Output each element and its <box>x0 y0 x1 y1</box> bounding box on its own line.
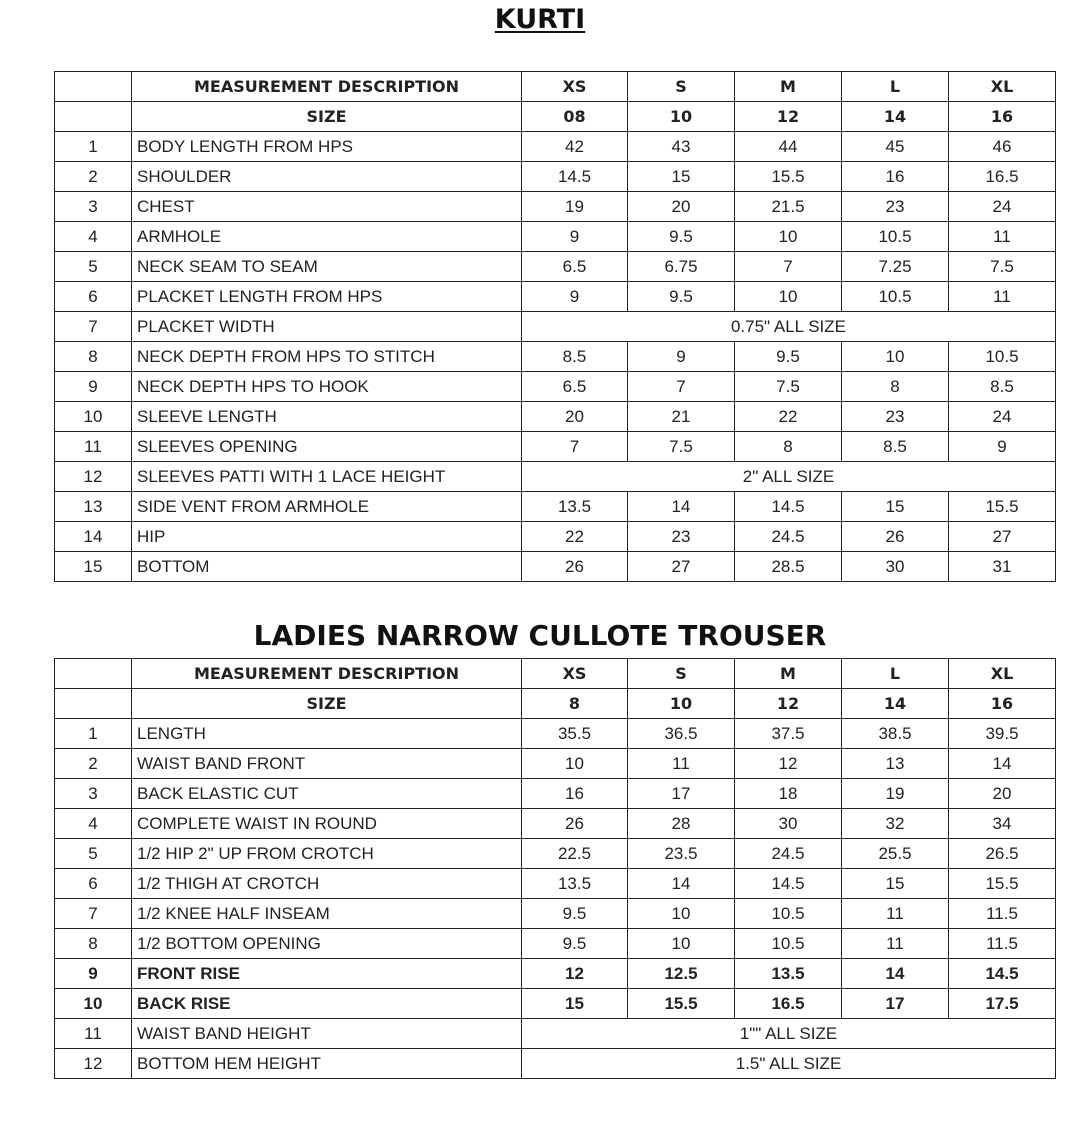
measurement-cell: 30 <box>735 809 842 839</box>
measurement-cell: 22 <box>522 522 628 552</box>
measurement-cell: 6.5 <box>522 372 628 402</box>
measurement-cell: 14 <box>628 492 735 522</box>
all-size-cell: 2" ALL SIZE <box>522 462 1056 492</box>
measurement-cell: 13.5 <box>735 959 842 989</box>
table-row <box>55 749 1056 779</box>
measurement-cell: 9.5 <box>522 929 628 959</box>
measurement-cell: 9.5 <box>522 899 628 929</box>
header-description-cell: MEASUREMENT DESCRIPTION <box>132 72 522 102</box>
kurti-title-text: KURTI <box>494 4 586 35</box>
header-size-cell: S <box>628 72 735 102</box>
table-row <box>55 192 1056 222</box>
measurement-cell: 19 <box>842 779 949 809</box>
measurement-cell: 7 <box>522 432 628 462</box>
header-size-cell: XS <box>522 72 628 102</box>
row-description-cell: SLEEVES OPENING <box>132 432 522 462</box>
measurement-cell: 10.5 <box>842 282 949 312</box>
row-number-cell: 5 <box>55 252 132 282</box>
table-row <box>55 779 1056 809</box>
table-row <box>55 1049 1056 1079</box>
row-number-cell: 7 <box>55 312 132 342</box>
measurement-cell: 7.5 <box>949 252 1056 282</box>
all-size-cell: 1.5" ALL SIZE <box>522 1049 1056 1079</box>
table-row <box>55 839 1056 869</box>
measurement-cell: 11 <box>949 222 1056 252</box>
size-value-cell: 16 <box>949 102 1056 132</box>
table-row <box>55 809 1056 839</box>
measurement-cell: 23 <box>628 522 735 552</box>
measurement-cell: 7.5 <box>628 432 735 462</box>
row-description-cell: WAIST BAND HEIGHT <box>132 1019 522 1049</box>
measurement-cell: 9.5 <box>628 282 735 312</box>
row-number-cell: 11 <box>55 432 132 462</box>
row-number-cell: 3 <box>55 779 132 809</box>
header-size-cell: XS <box>522 659 628 689</box>
row-number-cell: 2 <box>55 749 132 779</box>
measurement-cell: 8.5 <box>842 432 949 462</box>
row-description-cell: 1/2 KNEE HALF INSEAM <box>132 899 522 929</box>
row-description-cell: 1/2 BOTTOM OPENING <box>132 929 522 959</box>
row-number-cell: 3 <box>55 192 132 222</box>
measurement-cell: 15.5 <box>628 989 735 1019</box>
row-number-cell: 12 <box>55 462 132 492</box>
table-row <box>55 132 1056 162</box>
row-description-cell: PLACKET LENGTH FROM HPS <box>132 282 522 312</box>
measurement-cell: 15.5 <box>949 869 1056 899</box>
table-row <box>55 372 1056 402</box>
row-number-cell: 15 <box>55 552 132 582</box>
row-description-cell: BOTTOM HEM HEIGHT <box>132 1049 522 1079</box>
measurement-cell: 14.5 <box>949 959 1056 989</box>
measurement-cell: 8.5 <box>949 372 1056 402</box>
measurement-cell: 26 <box>522 552 628 582</box>
size-number-cell <box>55 689 132 719</box>
measurement-cell: 35.5 <box>522 719 628 749</box>
table-row <box>55 869 1056 899</box>
measurement-cell: 24.5 <box>735 839 842 869</box>
measurement-cell: 13.5 <box>522 869 628 899</box>
row-number-cell: 1 <box>55 132 132 162</box>
row-description-cell: NECK DEPTH FROM HPS TO STITCH <box>132 342 522 372</box>
measurement-cell: 10 <box>522 749 628 779</box>
measurement-cell: 16.5 <box>949 162 1056 192</box>
measurement-cell: 8.5 <box>522 342 628 372</box>
measurement-cell: 26 <box>522 809 628 839</box>
measurement-cell: 11 <box>842 899 949 929</box>
measurement-cell: 9.5 <box>628 222 735 252</box>
measurement-cell: 7 <box>628 372 735 402</box>
row-number-cell: 8 <box>55 342 132 372</box>
row-number-cell: 6 <box>55 869 132 899</box>
row-number-cell: 10 <box>55 402 132 432</box>
measurement-cell: 23.5 <box>628 839 735 869</box>
measurement-cell: 12 <box>735 749 842 779</box>
measurement-cell: 16 <box>522 779 628 809</box>
table-row <box>55 929 1056 959</box>
size-label-cell: SIZE <box>132 689 522 719</box>
measurement-cell: 9.5 <box>735 342 842 372</box>
measurement-cell: 43 <box>628 132 735 162</box>
measurement-cell: 28.5 <box>735 552 842 582</box>
measurement-cell: 36.5 <box>628 719 735 749</box>
table-row <box>55 1019 1056 1049</box>
header-description-cell: MEASUREMENT DESCRIPTION <box>132 659 522 689</box>
size-label-cell: SIZE <box>132 102 522 132</box>
measurement-cell: 10 <box>842 342 949 372</box>
header-number-cell <box>55 72 132 102</box>
header-size-cell: S <box>628 659 735 689</box>
measurement-cell: 9 <box>949 432 1056 462</box>
row-description-cell: PLACKET WIDTH <box>132 312 522 342</box>
measurement-cell: 37.5 <box>735 719 842 749</box>
row-number-cell: 2 <box>55 162 132 192</box>
header-size-cell: M <box>735 72 842 102</box>
measurement-cell: 10.5 <box>735 929 842 959</box>
header-row <box>55 72 1056 102</box>
measurement-cell: 39.5 <box>949 719 1056 749</box>
table-row <box>55 989 1056 1019</box>
row-description-cell: 1/2 HIP 2" UP FROM CROTCH <box>132 839 522 869</box>
measurement-cell: 15 <box>842 492 949 522</box>
table-row <box>55 402 1056 432</box>
measurement-cell: 34 <box>949 809 1056 839</box>
size-value-cell: 10 <box>628 102 735 132</box>
measurement-cell: 15 <box>842 869 949 899</box>
row-number-cell: 8 <box>55 929 132 959</box>
row-number-cell: 11 <box>55 1019 132 1049</box>
measurement-cell: 21.5 <box>735 192 842 222</box>
header-size-cell: XL <box>949 72 1056 102</box>
trouser-title: LADIES NARROW CULLOTE TROUSER <box>253 619 827 652</box>
table-row <box>55 462 1056 492</box>
row-description-cell: BACK RISE <box>132 989 522 1019</box>
measurement-cell: 7.5 <box>735 372 842 402</box>
measurement-cell: 9 <box>628 342 735 372</box>
row-number-cell: 9 <box>55 959 132 989</box>
measurement-cell: 9 <box>522 282 628 312</box>
measurement-cell: 25.5 <box>842 839 949 869</box>
all-size-cell: 0.75" ALL SIZE <box>522 312 1056 342</box>
row-description-cell: CHEST <box>132 192 522 222</box>
measurement-cell: 11 <box>949 282 1056 312</box>
measurement-cell: 11.5 <box>949 929 1056 959</box>
row-description-cell: SHOULDER <box>132 162 522 192</box>
size-value-cell: 14 <box>842 102 949 132</box>
measurement-cell: 24 <box>949 402 1056 432</box>
trouser-spec-table <box>54 658 1056 1079</box>
header-size-cell: M <box>735 659 842 689</box>
row-description-cell: SLEEVES PATTI WITH 1 LACE HEIGHT <box>132 462 522 492</box>
header-size-cell: L <box>842 659 949 689</box>
row-description-cell: BODY LENGTH FROM HPS <box>132 132 522 162</box>
size-value-cell: 10 <box>628 689 735 719</box>
measurement-cell: 11.5 <box>949 899 1056 929</box>
row-number-cell: 7 <box>55 899 132 929</box>
measurement-cell: 11 <box>842 929 949 959</box>
row-number-cell: 10 <box>55 989 132 1019</box>
measurement-cell: 30 <box>842 552 949 582</box>
measurement-cell: 10.5 <box>842 222 949 252</box>
measurement-cell: 16.5 <box>735 989 842 1019</box>
table-row <box>55 492 1056 522</box>
measurement-cell: 14 <box>842 959 949 989</box>
row-number-cell: 13 <box>55 492 132 522</box>
row-description-cell: BOTTOM <box>132 552 522 582</box>
measurement-cell: 14 <box>628 869 735 899</box>
row-description-cell: COMPLETE WAIST IN ROUND <box>132 809 522 839</box>
measurement-cell: 42 <box>522 132 628 162</box>
row-number-cell: 1 <box>55 719 132 749</box>
measurement-cell: 8 <box>735 432 842 462</box>
measurement-cell: 22.5 <box>522 839 628 869</box>
measurement-cell: 17 <box>842 989 949 1019</box>
size-value-cell: 12 <box>735 689 842 719</box>
measurement-cell: 27 <box>628 552 735 582</box>
table-row <box>55 312 1056 342</box>
row-description-cell: LENGTH <box>132 719 522 749</box>
measurement-cell: 9 <box>522 222 628 252</box>
measurement-cell: 44 <box>735 132 842 162</box>
measurement-cell: 38.5 <box>842 719 949 749</box>
size-value-cell: 08 <box>522 102 628 132</box>
row-number-cell: 6 <box>55 282 132 312</box>
header-size-cell: XL <box>949 659 1056 689</box>
measurement-cell: 6.5 <box>522 252 628 282</box>
row-description-cell: SLEEVE LENGTH <box>132 402 522 432</box>
table-row <box>55 282 1056 312</box>
measurement-cell: 22 <box>735 402 842 432</box>
size-value-cell: 14 <box>842 689 949 719</box>
size-number-cell <box>55 102 132 132</box>
row-description-cell: BACK ELASTIC CUT <box>132 779 522 809</box>
row-description-cell: WAIST BAND FRONT <box>132 749 522 779</box>
size-row <box>55 102 1056 132</box>
table-row <box>55 959 1056 989</box>
row-number-cell: 4 <box>55 809 132 839</box>
row-description-cell: NECK DEPTH HPS TO HOOK <box>132 372 522 402</box>
measurement-cell: 27 <box>949 522 1056 552</box>
measurement-cell: 14 <box>949 749 1056 779</box>
measurement-cell: 17.5 <box>949 989 1056 1019</box>
measurement-cell: 10 <box>628 929 735 959</box>
measurement-cell: 26 <box>842 522 949 552</box>
measurement-cell: 7 <box>735 252 842 282</box>
measurement-cell: 11 <box>628 749 735 779</box>
measurement-cell: 19 <box>522 192 628 222</box>
table-row <box>55 252 1056 282</box>
row-description-cell: ARMHOLE <box>132 222 522 252</box>
row-description-cell: HIP <box>132 522 522 552</box>
measurement-cell: 20 <box>628 192 735 222</box>
measurement-cell: 23 <box>842 402 949 432</box>
measurement-cell: 15.5 <box>735 162 842 192</box>
measurement-cell: 46 <box>949 132 1056 162</box>
size-row <box>55 689 1056 719</box>
table-row <box>55 342 1056 372</box>
table-row <box>55 522 1056 552</box>
measurement-cell: 45 <box>842 132 949 162</box>
row-number-cell: 12 <box>55 1049 132 1079</box>
kurti-spec-table <box>54 71 1056 582</box>
measurement-cell: 15 <box>522 989 628 1019</box>
row-description-cell: 1/2 THIGH AT CROTCH <box>132 869 522 899</box>
measurement-cell: 28 <box>628 809 735 839</box>
measurement-cell: 24.5 <box>735 522 842 552</box>
measurement-cell: 7.25 <box>842 252 949 282</box>
size-value-cell: 8 <box>522 689 628 719</box>
measurement-cell: 20 <box>949 779 1056 809</box>
measurement-cell: 8 <box>842 372 949 402</box>
size-value-cell: 16 <box>949 689 1056 719</box>
measurement-cell: 18 <box>735 779 842 809</box>
measurement-cell: 12 <box>522 959 628 989</box>
row-number-cell: 9 <box>55 372 132 402</box>
table-row <box>55 162 1056 192</box>
measurement-cell: 24 <box>949 192 1056 222</box>
measurement-cell: 31 <box>949 552 1056 582</box>
header-row <box>55 659 1056 689</box>
all-size-cell: 1"" ALL SIZE <box>522 1019 1056 1049</box>
measurement-cell: 26.5 <box>949 839 1056 869</box>
measurement-cell: 15 <box>628 162 735 192</box>
measurement-cell: 6.75 <box>628 252 735 282</box>
table-row <box>55 432 1056 462</box>
table-row <box>55 719 1056 749</box>
measurement-cell: 17 <box>628 779 735 809</box>
measurement-cell: 14.5 <box>735 492 842 522</box>
measurement-cell: 13 <box>842 749 949 779</box>
header-size-cell: L <box>842 72 949 102</box>
table-row <box>55 222 1056 252</box>
row-number-cell: 14 <box>55 522 132 552</box>
measurement-cell: 10.5 <box>949 342 1056 372</box>
row-number-cell: 4 <box>55 222 132 252</box>
row-number-cell: 5 <box>55 839 132 869</box>
measurement-cell: 21 <box>628 402 735 432</box>
kurti-title <box>0 4 1080 35</box>
measurement-cell: 13.5 <box>522 492 628 522</box>
measurement-cell: 20 <box>522 402 628 432</box>
measurement-cell: 10 <box>628 899 735 929</box>
measurement-cell: 32 <box>842 809 949 839</box>
row-description-cell: NECK SEAM TO SEAM <box>132 252 522 282</box>
table-row <box>55 552 1056 582</box>
measurement-cell: 12.5 <box>628 959 735 989</box>
measurement-cell: 14.5 <box>735 869 842 899</box>
measurement-cell: 10.5 <box>735 899 842 929</box>
row-description-cell: SIDE VENT FROM ARMHOLE <box>132 492 522 522</box>
table-row <box>55 899 1056 929</box>
measurement-cell: 15.5 <box>949 492 1056 522</box>
header-number-cell <box>55 659 132 689</box>
row-description-cell: FRONT RISE <box>132 959 522 989</box>
measurement-cell: 16 <box>842 162 949 192</box>
measurement-cell: 23 <box>842 192 949 222</box>
measurement-cell: 14.5 <box>522 162 628 192</box>
size-value-cell: 12 <box>735 102 842 132</box>
measurement-cell: 10 <box>735 282 842 312</box>
measurement-cell: 10 <box>735 222 842 252</box>
